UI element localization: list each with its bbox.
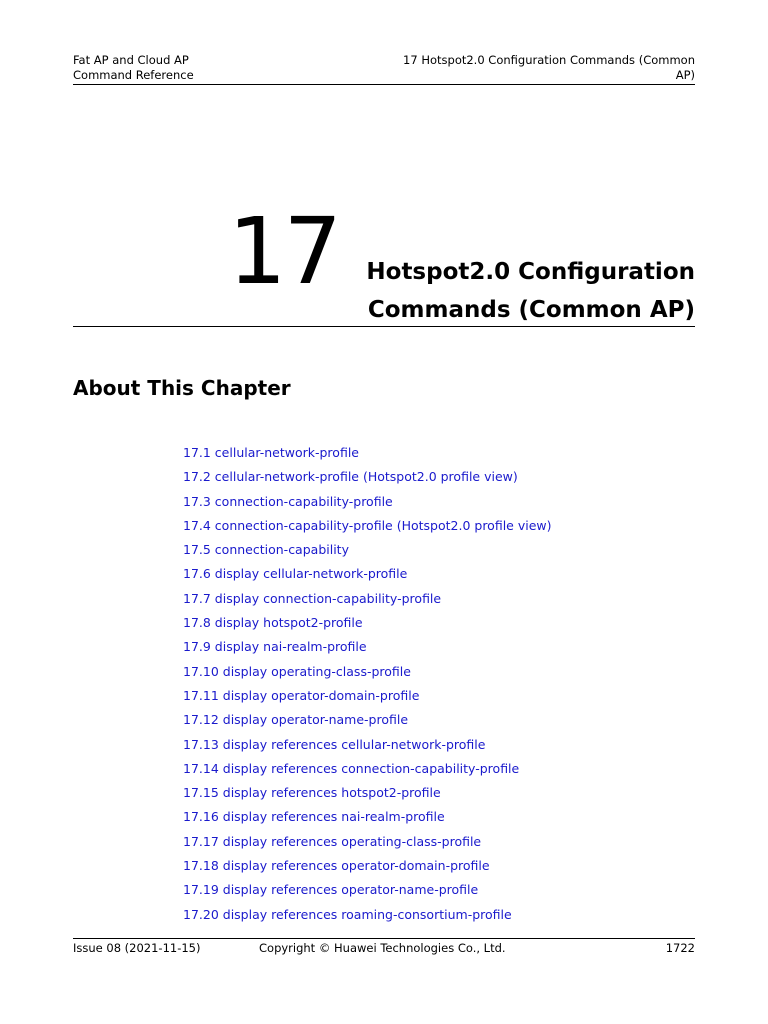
page-number: 1722 [665, 941, 695, 955]
toc-item [183, 587, 552, 611]
toc-link[interactable]: 17.14 display references connection-capability-profile [183, 760, 520, 776]
toc-item [183, 611, 552, 635]
chapter-title-line-2: Commands (Common AP) [367, 297, 695, 323]
chapter-header-line-1: 17 Hotspot2.0 Configuration Commands (Common [403, 53, 695, 67]
toc-item [183, 878, 552, 902]
doc-title-line-1: Fat AP and Cloud AP [73, 53, 189, 67]
toc-item [183, 733, 552, 757]
toc-item [183, 781, 552, 805]
chapter-header-line-2: AP) [675, 68, 695, 82]
header-divider [73, 84, 695, 85]
toc-link[interactable]: 17.16 display references nai-realm-profile [183, 809, 445, 825]
toc-link[interactable]: 17.6 display cellular-network-profile [183, 566, 408, 582]
toc-link[interactable]: 17.10 display operating-class-profile [183, 663, 411, 679]
toc-link[interactable]: 17.18 display references operator-domain-profile [183, 858, 490, 874]
copyright-notice: Copyright © Huawei Technologies Co., Ltd. [259, 941, 506, 955]
toc-link[interactable]: 17.4 connection-capability-profile (Hotspot2.0 profile view) [183, 517, 552, 533]
section-heading: About This Chapter [73, 376, 291, 400]
toc-item [183, 805, 552, 829]
toc-link[interactable]: 17.20 display references roaming-consortium-profile [183, 906, 512, 922]
toc-link[interactable]: 17.5 connection-capability [183, 542, 349, 558]
toc-link[interactable]: 17.12 display operator-name-profile [183, 712, 409, 728]
toc-item [183, 635, 552, 659]
toc-item [183, 562, 552, 586]
toc-item [183, 854, 552, 878]
doc-title-line-2: Command Reference [73, 68, 194, 82]
chapter-number: 17 [228, 198, 340, 305]
toc-item [183, 903, 552, 927]
toc-item [183, 660, 552, 684]
footer-divider [73, 938, 695, 939]
running-header-doc-title [73, 53, 194, 83]
toc-item [183, 538, 552, 562]
toc-link[interactable]: 17.13 display references cellular-network-profile [183, 736, 486, 752]
toc-link[interactable]: 17.2 cellular-network-profile (Hotspot2.0 profile view) [183, 469, 518, 485]
toc-item [183, 490, 552, 514]
toc-link[interactable]: 17.7 display connection-capability-profile [183, 590, 442, 606]
chapter-title-line-1: Hotspot2.0 Configuration [366, 259, 695, 285]
toc-link[interactable]: 17.11 display operator-domain-profile [183, 687, 420, 703]
toc-item [183, 684, 552, 708]
toc-item [183, 514, 552, 538]
toc-link[interactable]: 17.1 cellular-network-profile [183, 445, 359, 460]
toc-link[interactable]: 17.17 display references operating-class-profile [183, 833, 482, 849]
toc-item [183, 708, 552, 732]
table-of-contents [183, 441, 552, 927]
toc-link[interactable]: 17.8 display hotspot2-profile [183, 615, 363, 631]
toc-link[interactable]: 17.3 connection-capability-profile [183, 493, 393, 509]
chapter-title [325, 253, 695, 329]
toc-link[interactable]: 17.9 display nai-realm-profile [183, 639, 367, 655]
toc-item [183, 830, 552, 854]
toc-item [183, 441, 552, 465]
running-header-chapter-title [375, 53, 695, 83]
toc-link[interactable]: 17.19 display references operator-name-profile [183, 882, 479, 898]
toc-item [183, 757, 552, 781]
toc-item [183, 465, 552, 489]
chapter-title-divider [73, 326, 695, 327]
toc-link[interactable]: 17.15 display references hotspot2-profile [183, 785, 441, 801]
issue-info: Issue 08 (2021-11-15) [73, 941, 201, 955]
